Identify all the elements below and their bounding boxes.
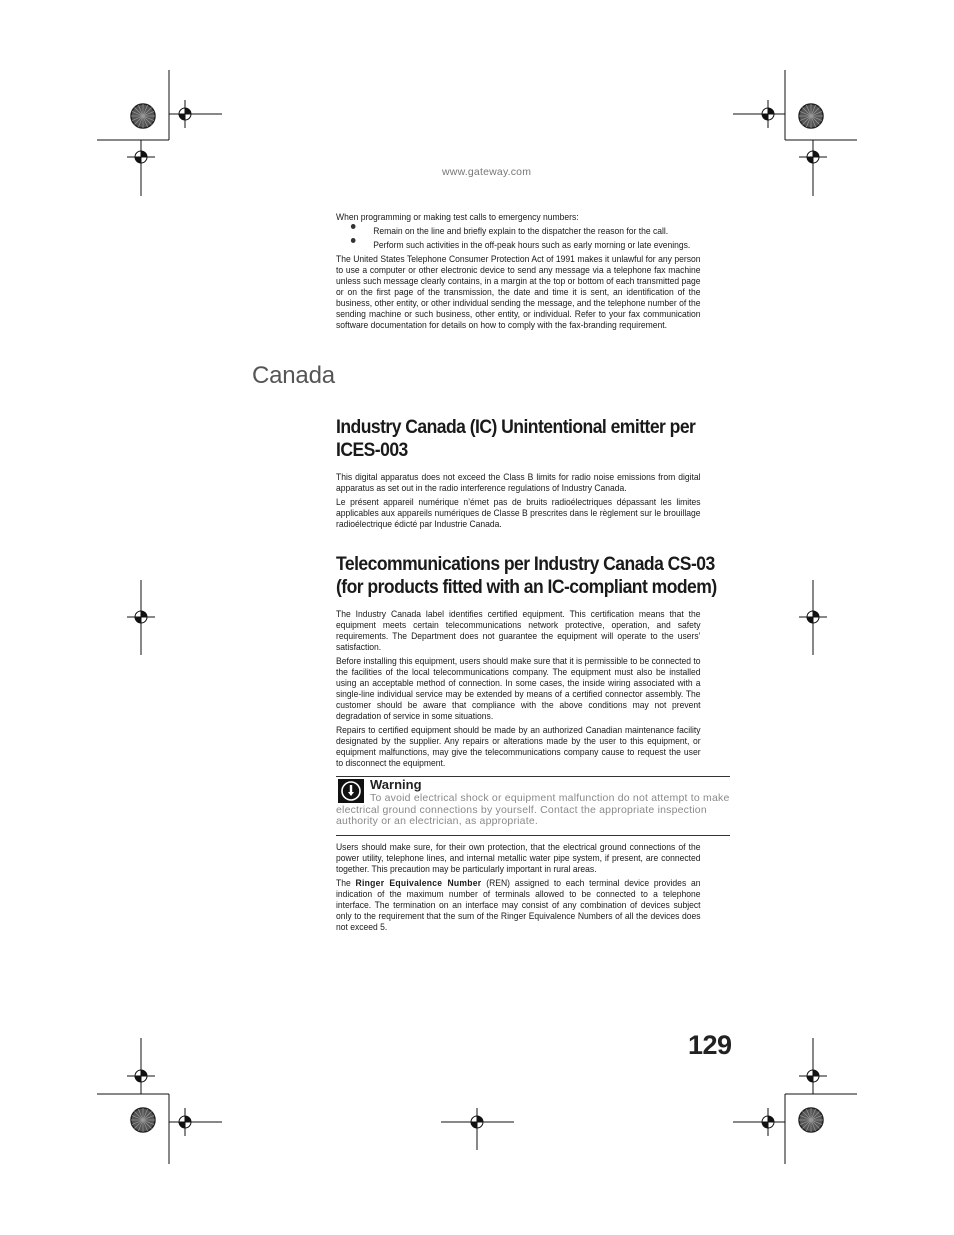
ices-block [336,472,701,533]
cs03-block [336,609,701,772]
intro-bullets [336,226,701,251]
ren-paragraph [336,878,701,933]
heading-cs-03: Telecommunications per Industry Canada CS-03 (for products fitted with an IC-compliant modem) [336,553,717,598]
after-block [336,842,701,936]
list-item: Remain on the line and briefly explain to the dispatcher the reason for the call. [336,226,701,237]
color-wheel-icon [799,104,823,128]
color-wheel-icon [131,104,155,128]
ices-paragraph-en: This digital apparatus does not exceed the Class B limits for radio noise emissions from digital apparatus as set out in the radio interference regulations of Industry Canada. [336,472,701,493]
cs03-paragraph-label: The Industry Canada label identifies certified equipment. This certification means that the equipment meets certain telecommunications network protective, operation, and safety requirements. The Department does not guarantee the equipment will operate to the users’ satisfaction. [336,609,701,652]
tcpa-paragraph: The United States Telephone Consumer Protection Act of 1991 makes it unlawful for any person to use a computer or other electronic device to send any message via a telephone fax machine unless such message clearly contains, in a margin at the top or bottom of each transmitted page or on the first page of the transmission, the date and time it is sent, an identification of the business, other entity, or other individual sending the message, and the telephone number of the sending machine or such business, other entity, or individual. Refer to your fax communication software documentation for details on how to comply with the fax-branding requirement. [336,254,701,330]
intro-block [336,212,701,334]
cs03-paragraph-repairs: Repairs to certified equipment should be made by an authorized Canadian maintenance facility designated by the supplier. Any repairs or alterations made by the user to this equipment, or equipment malfunctions, may give the telecommunications company cause to request the user to disconnect the equipment. [336,725,701,768]
intro-lead: When programming or making test calls to emergency numbers: [336,212,579,222]
color-wheel-icon [131,1108,155,1132]
header-url: www.gateway.com [442,166,532,178]
ices-paragraph-fr: Le présent appareil numérique n’émet pas de bruits radioélectriques dépassant les limites applicables aux appareils numériques de Classe B prescrites dans le règlement sur le brouillage radioélectrique édicté par Industrie Canada. [336,497,701,529]
ren-post: (REN) assigned to each terminal device provides an indication of the maximum number of terminals allowed to be connected to a telephone interface. The termination on an interface may consist of any combination of devices subject only to the requirement that the sum of the Ringer Equivalence Numbers of all the devices does not exceed 5. [336,878,701,932]
heading-ices-003: Industry Canada (IC) Unintentional emitter per ICES-003 [336,416,696,461]
list-item: Perform such activities in the off-peak hours such as early morning or late evenings. [336,240,701,251]
ren-term: Ringer Equivalence Number [355,878,482,888]
ground-paragraph: Users should make sure, for their own protection, that the electrical ground connections of the power utility, telephone lines, and internal metallic water pipe system, if present, are connected together. This precaution may be particularly important in rural areas. [336,842,701,874]
color-wheel-icon [799,1108,823,1132]
warning-text: To avoid electrical shock or equipment malfunction do not attempt to make electrical ground connections by yourself. Contact the appropriate inspection authority or an electrician, as appropriate. [336,792,730,827]
warning-box [336,776,730,836]
ren-pre: The [336,878,356,888]
warning-title: Warning [370,777,422,792]
cs03-paragraph-install: Before installing this equipment, users should make sure that it is permissible to be connected to the facilities of the local telecommunications company. The equipment must also be installed using an acceptable method of connection. In some cases, the inside wiring associated with a single-line individual service may be extended by means of a certified connector assembly. The customer should be aware that compliance with the above conditions may not prevent degradation of service in some situations. [336,656,701,721]
page-number: 129 [688,1030,732,1060]
section-title-canada: Canada [252,362,335,389]
